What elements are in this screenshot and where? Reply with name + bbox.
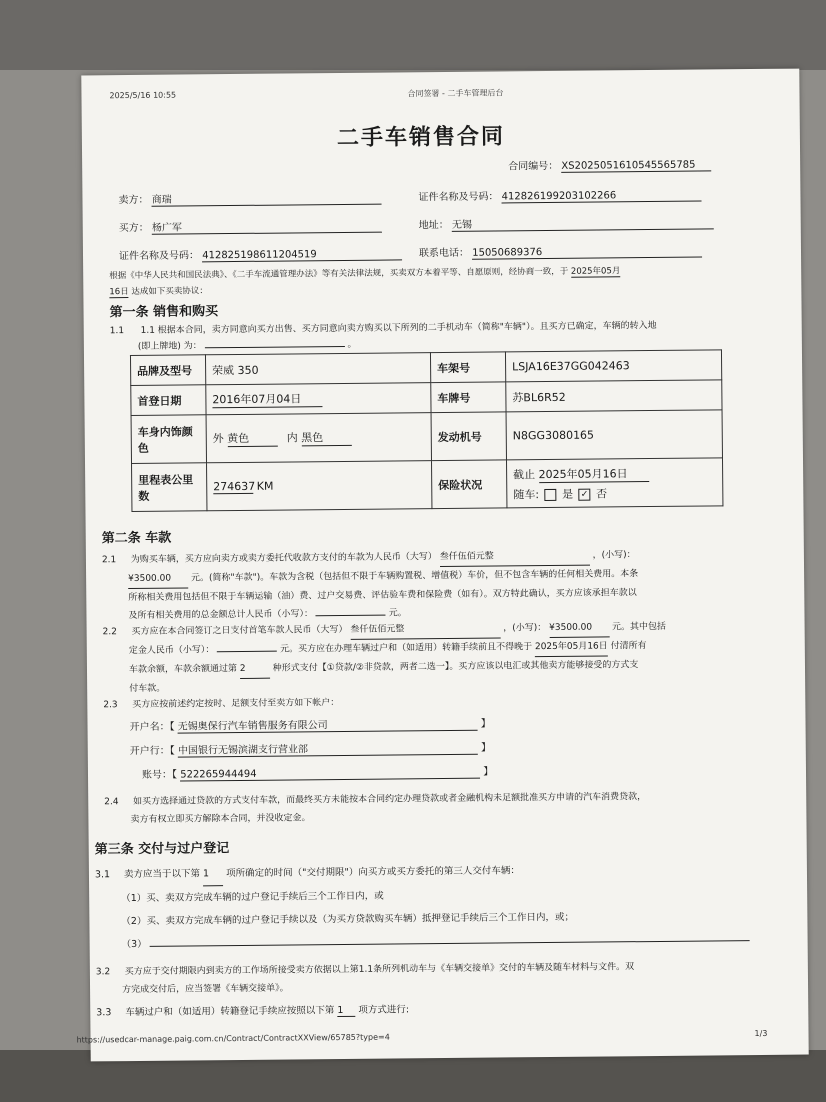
clause-2-4 [104, 788, 646, 829]
clause-2-1-text-e: 及所有相关费用的总金额总计人民币（小写）： [128, 609, 314, 622]
vin-value: LSJA16E37GG042463 [505, 350, 721, 382]
clause-3-3-number: 3.3 [96, 1007, 112, 1019]
clause-1-1-text-1: 1.1 根据本合同，卖方同意向买方出售、买方同意向卖方购买以下所列的二手机动车（简称"车辆"）。且买方已确定，车辆的转入地 [140, 320, 657, 336]
address-row [419, 213, 714, 232]
article-1-heading: 第一条 销售和购买 [109, 304, 219, 321]
clause-2-2-way: 2 [240, 660, 270, 679]
clause-1-1-number: 1.1 [109, 326, 125, 337]
engine-label: 发动机号 [431, 412, 506, 461]
phone-value: 15050689376 [472, 246, 702, 260]
seller-row [118, 189, 381, 208]
clause-2-2-date: 2025年05月16日 [535, 637, 608, 657]
clause-2-1-text-b: ，(小写)： [592, 550, 636, 561]
clause-3-1-option-3: （3） [121, 938, 147, 951]
color-out-label: 外 [212, 432, 224, 446]
seller-id-row [418, 186, 701, 205]
buyer-id-value: 412825198611204519 [202, 248, 402, 262]
clause-3-1-number: 3.1 [94, 869, 111, 881]
preamble-date-1: 2025年05月 [570, 266, 621, 277]
transfer-place-field [205, 346, 345, 348]
clause-3-1-text-b: 项所确定的时间（"交付期限"）向买方或买方委托的第三人交付车辆： [226, 865, 520, 880]
account-bank-bracket: 】 [481, 742, 492, 754]
clause-2-2-text-f: 付清所有 [610, 641, 647, 652]
color-in-value: 黑色 [301, 429, 351, 446]
clause-2-2-text-g: 车款余额，车款余额通过第 [128, 664, 238, 676]
clause-3-1-option-1: （1）买、卖双方完成车辆的过户登记手续后三个工作日内，或 [121, 890, 384, 905]
preamble [109, 264, 620, 298]
clause-1-1-text-end: 。 [347, 339, 357, 350]
seller-value: 商瑞 [152, 189, 382, 207]
contract-no-label: 合同编号： [508, 160, 559, 173]
insurance-no-checkbox-checked: ✓ [578, 488, 590, 500]
account-name-label: 开户名：【 [129, 721, 175, 734]
preamble-text-2: 达成如下买卖协议： [131, 286, 208, 297]
clause-3-3-text-b: 项方式进行: [358, 1004, 410, 1016]
clause-3-2-text-b: 方完成交付后，应当签署《车辆交接单》。 [122, 983, 289, 996]
brand-label: 品牌及型号 [130, 355, 205, 386]
color-cell [206, 413, 431, 463]
clause-2-2-text-a: 买方应在本合同签订之日支付首笔车款人民币（大写） [131, 624, 348, 638]
buyer-label: 买方： [118, 222, 149, 235]
clause-2-2-text-c: 元。其中包括 [611, 621, 667, 633]
clause-2-1-amount-cn: 叁仟伍佰元整 [440, 547, 590, 567]
mileage-label: 里程表公里数 [132, 463, 207, 512]
insurance-until-value: 2025年05月16日 [539, 465, 649, 483]
contract-title: 二手车销售合同 [336, 124, 506, 152]
seller-id-value: 412826199203102266 [502, 190, 702, 204]
account-no-bracket: 】 [483, 766, 494, 778]
mileage-value: 274637 [213, 479, 256, 493]
seller-label: 卖方： [118, 194, 149, 207]
preamble-date-2: 16日 [109, 287, 129, 298]
clause-2-2-text-h: 种形式支付【①贷款/②非贷款，两者二选一】。买方应该以电汇或其他卖方能够接受的方式支 [272, 660, 639, 674]
insurance-with-label: 随车: [513, 487, 540, 501]
account-no-label: 账号：【 [141, 769, 178, 781]
phone-label: 联系电话： [418, 247, 470, 260]
insurance-until-label: 截止 [513, 467, 536, 481]
clause-2-2-text-b: ，(小写)： [503, 623, 547, 634]
print-url: https://usedcar-manage.paig.com.cn/Contract/ContractXXView/65785?type=4 [76, 1032, 390, 1045]
reg-date-value: 2016年07月04日 [212, 390, 322, 408]
clause-2-2 [103, 618, 667, 698]
clause-3-2-number: 3.2 [95, 967, 111, 978]
clause-2-4-text-b: 卖方有权立即买方解除本合同，并没收定金。 [130, 813, 311, 826]
color-in-label: 内 [286, 431, 298, 445]
clause-2-1-text-f: 元。 [388, 608, 407, 619]
vin-label: 车架号 [430, 352, 505, 383]
clause-2-2-text-d: 定金人民币（小写）： [128, 645, 215, 657]
clause-3-1-item: 1 [203, 862, 223, 886]
insurance-yes-label: 是 [561, 487, 574, 501]
preamble-text-1: 根据《中华人民共和国民法典》、《二手车流通管理办法》等有关法律法规，买卖双方本着平等、自愿原则，经协商一致，于 [109, 266, 569, 282]
clause-2-1-text-c: 元。(简称"车款")。车款为含税（包括但不限于车辆购置税、增值税）车价，但不包含车辆的任何相关费用。本条 [190, 569, 639, 584]
clause-2-2-text-i: 付车款。 [129, 683, 166, 695]
address-label: 地址： [418, 219, 449, 232]
clause-2-2-amount-cn: 叁仟伍佰元整 [350, 619, 500, 639]
clause-3-2-text-a: 买方应于交付期限内到卖方的工作场所接受卖方依据以上第1.1条所列机动车与《车辆交接单》交付的车辆及随车材料与文件。双 [124, 962, 635, 978]
clause-2-2-amount: ¥3500.00 [549, 618, 609, 638]
brand-value: 荣威 350 [205, 353, 430, 385]
buyer-id-row [119, 244, 402, 263]
clause-2-1-text-d: 所称相关费用包括但不限于车辆运输（油）费、过户交易费、评估验车费和保险费（如有）。双方特此确认，买方应该承担车款以 [128, 588, 637, 604]
mileage-unit: KM [256, 479, 274, 493]
insurance-no-label: 否 [595, 486, 608, 501]
contract-paper [76, 69, 808, 1062]
clause-1-1 [110, 318, 657, 352]
clause-3-2 [96, 958, 635, 999]
color-label: 车身内饰颜色 [131, 415, 206, 464]
desk-background-top [0, 0, 826, 70]
clause-2-1-number: 2.1 [101, 555, 117, 566]
article-3-heading: 第三条 交付与过户登记 [94, 841, 230, 858]
clause-2-3-number: 2.3 [103, 700, 118, 711]
article-2-heading: 第二条 车款 [101, 530, 172, 547]
account-name-value: 无锡奥保行汽车销售服务有限公司 [178, 715, 478, 734]
color-out-value: 黄色 [227, 430, 277, 447]
print-datetime: 2025/5/16 10:55 [109, 90, 177, 101]
vehicle-info-table [130, 349, 723, 512]
clause-3-1-option-2: （2）买、卖双方完成车辆的过户登记手续以及（为买方贷款购买车辆）抵押登记手续后三个工作日内，或； [121, 911, 574, 928]
insurance-label: 保险状况 [431, 460, 506, 509]
account-name-row [129, 715, 491, 734]
account-no-row [142, 763, 494, 782]
buyer-row [119, 217, 382, 236]
clause-3-3-text-a: 车辆过户和（如适用）转籍登记手续应按照以下第 [125, 1005, 335, 1019]
insurance-cell [506, 458, 722, 508]
reg-date-cell [206, 383, 431, 415]
contract-no-row [508, 155, 711, 173]
clause-3-3 [96, 1001, 409, 1019]
account-bank-value: 中国银行无锡滨湖支行营业部 [178, 739, 478, 758]
clause-3-3-item: 1 [337, 1005, 355, 1017]
clause-3-1-option-3-field [150, 940, 750, 947]
engine-value: N8GG3080165 [506, 410, 722, 460]
clause-3-1 [95, 857, 750, 956]
clause-2-1-text-a: 为购买车辆，买方应向卖方或卖方委托代收款方支付的车款为人民币（大写） [130, 552, 437, 566]
plate-value: 苏BL6R52 [506, 380, 722, 412]
account-bank-row [130, 739, 492, 758]
table-row [131, 410, 722, 464]
clause-2-3 [103, 695, 339, 710]
clause-2-3-text: 买方应按前述约定按时、足额支付至卖方如下帐户： [132, 698, 340, 711]
seller-id-label: 证件名称及号码： [418, 191, 499, 204]
plate-label: 车牌号 [431, 382, 506, 413]
clause-2-1-total-field [316, 615, 386, 617]
address-value: 无锡 [452, 213, 714, 232]
account-name-bracket: 】 [480, 718, 491, 730]
contract-no-value: XS202505161054556578​5 [561, 159, 711, 172]
mileage-cell [207, 461, 432, 511]
phone-row [419, 242, 702, 261]
clause-1-1-text-2: (即上牌地) 为： [137, 341, 202, 352]
clause-2-1 [102, 546, 639, 625]
account-bank-label: 开户行：【 [129, 745, 175, 758]
print-page-number: 1/3 [754, 1028, 768, 1039]
reg-date-label: 首登日期 [131, 385, 206, 416]
print-page-title: 合同签署 - 二手车管理后台 [407, 88, 504, 99]
account-no-value: 522265944494 [180, 767, 480, 782]
clause-2-1-amount: ¥3500.00 [128, 569, 188, 589]
clause-2-4-text-a: 如买方选择通过贷款的方式支付车款，而最终买方未能按本合同约定办理贷款或者金融机构未足额批准买方申请的汽车消费贷款， [133, 792, 647, 808]
clause-2-2-number: 2.2 [102, 627, 118, 638]
clause-2-2-deposit-field [217, 651, 277, 653]
table-row [132, 458, 723, 512]
clause-3-1-text-a: 卖方应当于以下第 [123, 868, 201, 881]
clause-2-2-text-e: 元。买方应在办理车辆过户和（如适用）转籍手续前且不得晚于 [280, 642, 533, 655]
buyer-id-label: 证件名称及号码： [118, 250, 200, 263]
buyer-value: 杨广军 [152, 217, 382, 235]
clause-2-4-number: 2.4 [104, 797, 119, 808]
insurance-yes-checkbox [544, 488, 556, 500]
